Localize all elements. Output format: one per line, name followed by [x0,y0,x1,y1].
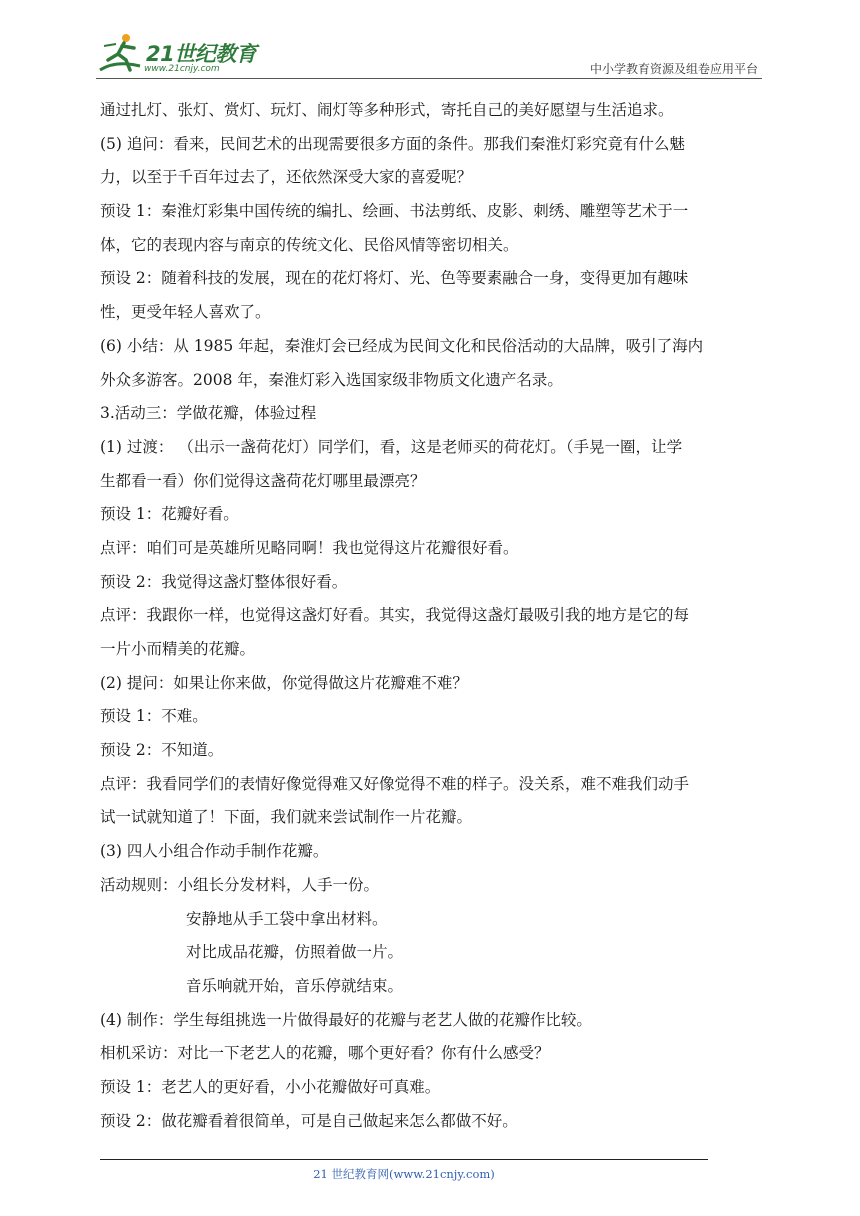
text-line: 通过扎灯、张灯、赏灯、玩灯、闹灯等多种形式，寄托自己的美好愿望与生活追求。 [100,101,674,119]
text-line: (3) 四人小组合作动手制作花瓣。 [100,842,329,861]
text-line: 外众多游客。2008 年，秦淮灯彩入选国家级非物质文化遗产名录。 [100,370,563,389]
text-line: 性，更受年轻人喜欢了。 [100,303,271,322]
text-line: 预设 1：秦淮灯彩集中国传统的编扎、绘画、书法剪纸、皮影、刺绣、雕塑等艺术于一 [100,202,689,221]
rule-line: 对比成品花瓣，仿照着做一片。 [186,943,404,962]
header-divider [96,78,762,79]
text-line: (1) 过渡： （出示一盏荷花灯）同学们，看，这是老师买的荷花灯。（手晃一圈，让学 [100,437,683,456]
text-line: 预设 1：不难。 [100,707,208,726]
text-line: 点评：咱们可是英雄所见略同啊！我也觉得这片花瓣很好看。 [100,538,519,557]
rule-line: 活动规则：小组长分发材料，人手一份。 [100,875,380,894]
footer-divider [100,1159,708,1160]
text-line: 预设 2：不知道。 [100,741,224,760]
text-line: 预设 2：做花瓣看着很简单，可是自己做起来怎么都做不好。 [100,1111,518,1130]
site-logo [96,30,266,76]
rule-line: 音乐响就开始，音乐停就结束。 [186,976,404,995]
logo-title: 21世纪教育 [146,42,257,66]
text-line: 相机采访：对比一下老艺人的花瓣，哪个更好看？你有什么感受？ [100,1044,550,1063]
text-line: 点评：我看同学们的表情好像觉得难又好像觉得不难的样子。没关系，难不难我们动手 [100,774,690,793]
page-header [96,30,760,78]
text-line: 点评：我跟你一样，也觉得这盏灯好看。其实，我觉得这盏灯最吸引我的地方是它的每 [100,606,690,625]
text-line: 预设 1：老艺人的更好看，小小花瓣做好可真难。 [100,1077,441,1096]
text-line: (4) 制作：学生每组挑选一片做得最好的花瓣与老艺人做的花瓣作比较。 [100,1010,592,1029]
rule-line: 安静地从手工袋中拿出材料。 [186,909,388,928]
text-line: 预设 2：我觉得这盏灯整体很好看。 [100,572,348,591]
text-line: (2) 提问：如果让你来做，你觉得做这片花瓣难不难？ [100,673,468,692]
platform-name: 中小学教育资源及组卷应用平台 [589,62,758,76]
text-line: 预设 1：花瓣好看。 [100,505,239,524]
text-line: (5) 追问：看来，民间艺术的出现需要很多方面的条件。那我们秦淮灯彩究竟有什么魅 [100,134,685,153]
text-line: 力，以至于千百年过去了，还依然深受大家的喜爱呢？ [100,168,473,187]
text-line: 一片小而精美的花瓣。 [100,640,256,658]
text-line: 试一试就知道了！下面，我们就来尝试制作一片花瓣。 [100,808,473,827]
text-line: 体，它的表现内容与南京的传统文化、民俗风情等密切相关。 [100,235,519,254]
document-body [100,94,764,1138]
text-line: 生都看一看）你们觉得这盏荷花灯哪里最漂亮？ [100,471,426,490]
logo-url: www.21cnjy.com [144,64,220,74]
text-line: (6) 小结：从 1985 年起，秦淮灯会已经成为民间文化和民俗活动的大品牌，吸引了海内 [100,336,704,355]
section-heading: 3.活动三：学做花瓣，体验过程 [100,404,317,423]
footer-link[interactable]: 21 世纪教育网(www.21cnjy.com) [313,1167,495,1181]
text-line: 预设 2：随着科技的发展，现在的花灯将灯、光、色等要素融合一身，变得更加有趣味 [100,269,689,288]
